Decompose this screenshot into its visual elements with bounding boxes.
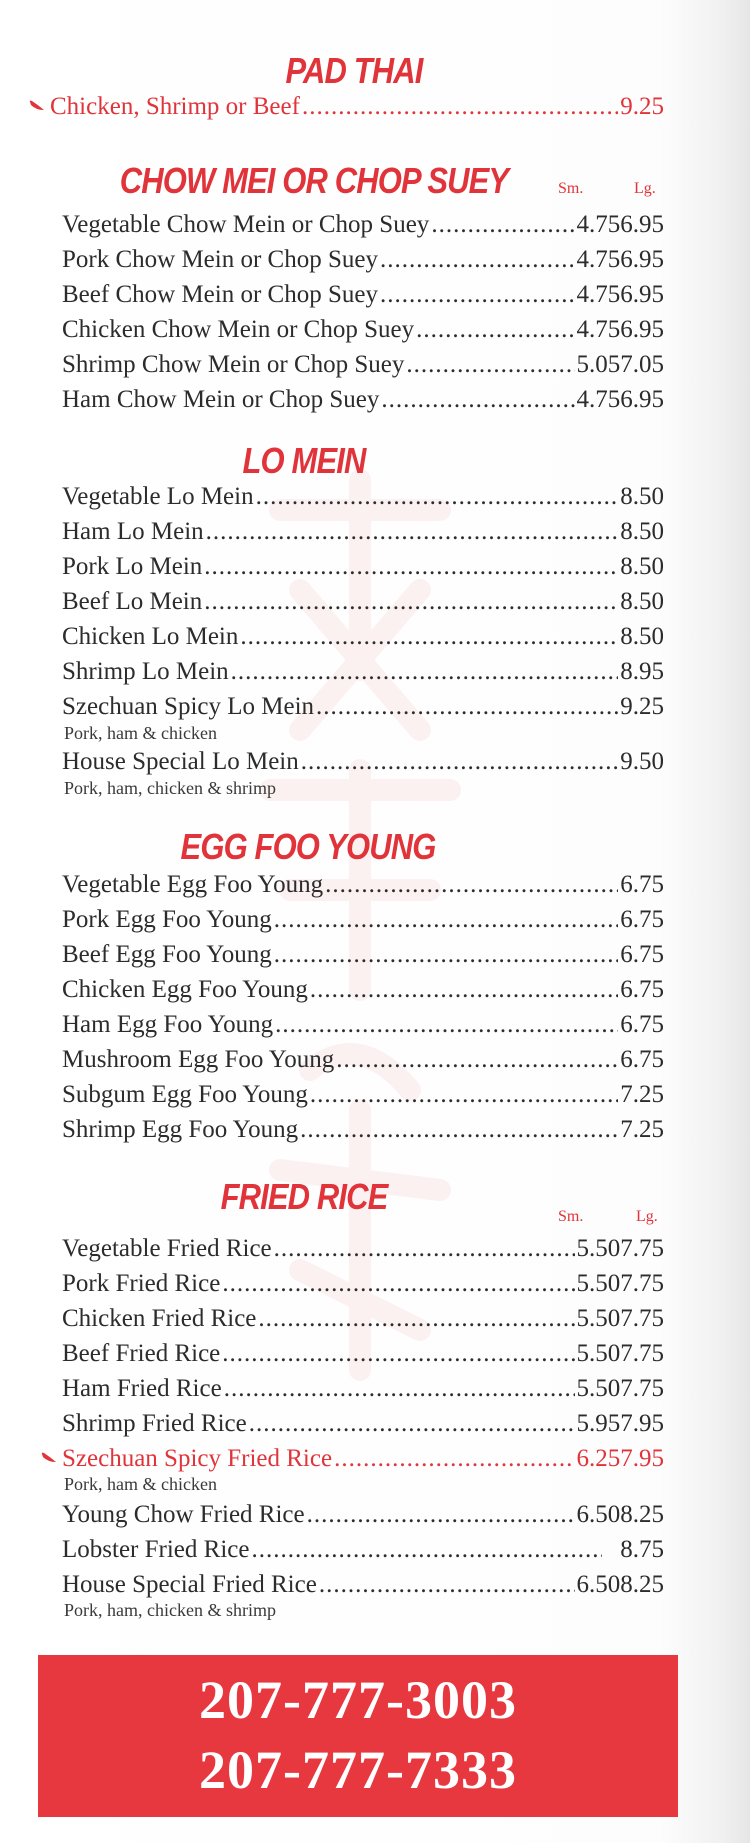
- dot-leader: [336, 1043, 618, 1077]
- dot-leader: [204, 585, 618, 619]
- menu-item: [50, 90, 664, 124]
- item-name: Chicken, Shrimp or Beef: [50, 93, 300, 120]
- dot-leader: [256, 480, 619, 514]
- menu-item: [62, 585, 664, 619]
- menu-item: [62, 903, 664, 937]
- item-name: Chicken Lo Mein: [62, 623, 239, 650]
- dot-leader: [274, 938, 619, 972]
- dot-leader: [224, 1372, 575, 1406]
- menu-item: [62, 1078, 664, 1112]
- item-name: Chicken Chow Mein or Chop Suey: [62, 316, 415, 343]
- dot-leader: [380, 243, 575, 277]
- item-price: 6.75: [620, 906, 664, 933]
- menu-item: [62, 938, 664, 972]
- item-name: Shrimp Fried Rice: [62, 1410, 247, 1437]
- item-name: Chicken Fried Rice: [62, 1305, 257, 1332]
- price-small: 4.75: [576, 386, 621, 413]
- dot-leader: [258, 1302, 574, 1336]
- item-price: 7.25: [620, 1081, 664, 1108]
- item-name: House Special Fried Rice: [62, 1571, 317, 1598]
- item-name: Pork Egg Foo Young: [62, 906, 272, 933]
- dot-leader: [300, 1113, 618, 1147]
- menu-item: [62, 278, 664, 312]
- menu-item: [62, 1498, 664, 1532]
- dot-leader: [307, 1498, 575, 1532]
- item-price: 7.25: [620, 1116, 664, 1143]
- item-name: House Special Lo Mein: [62, 748, 299, 775]
- price-large: 7.75: [620, 1340, 664, 1367]
- dot-leader: [274, 903, 618, 937]
- item-description: Pork, ham, chicken & shrimp: [64, 1600, 276, 1620]
- dot-leader: [319, 1568, 575, 1602]
- price-large: 6.95: [620, 386, 664, 413]
- dot-leader: [251, 1533, 602, 1567]
- menu-item: [62, 745, 664, 779]
- item-price: 6.75: [620, 1046, 664, 1073]
- menu-item: [62, 1533, 664, 1567]
- item-name: Pork Fried Rice: [62, 1270, 221, 1297]
- dot-leader: [381, 383, 574, 417]
- price-large: 7.75: [620, 1235, 664, 1262]
- dot-leader: [325, 868, 618, 902]
- dot-leader: [380, 278, 575, 312]
- menu-item: [62, 550, 664, 584]
- price-small: 5.50: [576, 1375, 621, 1402]
- section-title: EGG FOO YOUNG: [180, 826, 436, 867]
- menu-item: [62, 1113, 664, 1147]
- item-name: Szechuan Spicy Fried Rice: [62, 1445, 333, 1472]
- dot-leader: [301, 745, 618, 779]
- item-name: Young Chow Fried Rice: [62, 1501, 305, 1528]
- price-large: 6.95: [620, 246, 664, 273]
- menu-item: [62, 1232, 664, 1266]
- size-label-small: Sm.: [558, 180, 584, 197]
- menu-item: [62, 655, 664, 689]
- dot-leader: [222, 1337, 574, 1371]
- price-large: 7.75: [620, 1305, 664, 1332]
- menu-item: [62, 243, 664, 277]
- section-title: FRIED RICE: [220, 1176, 388, 1217]
- price-large: 8.25: [620, 1571, 664, 1598]
- chili-pepper-icon: [40, 1451, 58, 1464]
- item-price: 8.50: [620, 553, 664, 580]
- price-large: 8.25: [620, 1501, 664, 1528]
- phone-banner: [38, 1655, 678, 1817]
- menu-item: [62, 208, 664, 242]
- dot-leader: [334, 1442, 574, 1476]
- menu-item: [62, 690, 664, 724]
- price-large: 7.75: [620, 1270, 664, 1297]
- menu-item: [62, 515, 664, 549]
- item-name: Vegetable Fried Rice: [62, 1235, 272, 1262]
- item-name: Shrimp Egg Foo Young: [62, 1116, 299, 1143]
- section-title: CHOW MEI OR CHOP SUEY: [119, 160, 509, 201]
- item-price: 8.95: [620, 658, 664, 685]
- item-name: Szechuan Spicy Lo Mein: [62, 693, 315, 720]
- price-small: 5.50: [576, 1305, 621, 1332]
- dot-leader: [222, 1267, 574, 1301]
- item-price: 8.50: [620, 518, 664, 545]
- price-large: 7.75: [620, 1375, 664, 1402]
- dot-leader: [231, 655, 619, 689]
- menu-item: [62, 313, 664, 347]
- menu-item: [62, 1043, 664, 1077]
- menu-item: [62, 868, 664, 902]
- dot-leader: [275, 1008, 618, 1042]
- item-name: Vegetable Chow Mein or Chop Suey: [62, 211, 430, 238]
- price-small: 4.75: [576, 211, 621, 238]
- price-small: 4.75: [576, 316, 621, 343]
- price-small: 6.25: [576, 1445, 621, 1472]
- menu-item: [62, 1442, 664, 1476]
- item-description: Pork, ham & chicken: [64, 1474, 217, 1494]
- menu-item: [62, 620, 664, 654]
- item-name: Ham Egg Foo Young: [62, 1011, 274, 1038]
- price-large: 8.75: [620, 1536, 664, 1563]
- item-name: Ham Lo Mein: [62, 518, 204, 545]
- dot-leader: [206, 515, 619, 549]
- menu-item: [62, 480, 664, 514]
- price-large: 6.95: [620, 281, 664, 308]
- item-name: Beef Chow Mein or Chop Suey: [62, 281, 378, 308]
- item-price: 8.50: [620, 588, 664, 615]
- item-name: Chicken Egg Foo Young: [62, 976, 308, 1003]
- section-title: PAD THAI: [285, 50, 423, 91]
- item-name: Pork Chow Mein or Chop Suey: [62, 246, 378, 273]
- size-label-small: Sm.: [558, 1208, 584, 1225]
- item-name: Vegetable Lo Mein: [62, 483, 254, 510]
- menu-item: [62, 1407, 664, 1441]
- dot-leader: [431, 208, 574, 242]
- item-price: 9.50: [620, 748, 664, 775]
- menu-item: [62, 1008, 664, 1042]
- dot-leader: [302, 90, 618, 124]
- item-name: Pork Lo Mein: [62, 553, 203, 580]
- dot-leader: [406, 348, 574, 382]
- price-small: 5.50: [576, 1235, 621, 1262]
- chili-pepper-icon: [28, 99, 46, 112]
- dot-leader: [249, 1407, 575, 1441]
- item-name: Mushroom Egg Foo Young: [62, 1046, 335, 1073]
- price-small: 4.75: [576, 246, 621, 273]
- item-name: Shrimp Chow Mein or Chop Suey: [62, 351, 405, 378]
- item-name: Lobster Fried Rice: [62, 1536, 250, 1563]
- item-price: 9.25: [620, 93, 664, 120]
- item-price: 8.50: [620, 483, 664, 510]
- item-price: 9.25: [620, 693, 664, 720]
- size-label-large: Lg.: [636, 1208, 658, 1225]
- menu-item: [62, 383, 664, 417]
- item-description: Pork, ham & chicken: [64, 723, 217, 743]
- price-small: 6.50: [576, 1501, 621, 1528]
- price-small: 6.50: [576, 1571, 621, 1598]
- item-name: Ham Chow Mein or Chop Suey: [62, 386, 380, 413]
- menu-item: [62, 1267, 664, 1301]
- item-price: 6.75: [620, 941, 664, 968]
- dot-leader: [310, 1078, 618, 1112]
- menu-item: [62, 1568, 664, 1602]
- item-price: 6.75: [620, 1011, 664, 1038]
- item-price: 6.75: [620, 976, 664, 1003]
- menu-item: [62, 1337, 664, 1371]
- item-name: Vegetable Egg Foo Young: [62, 871, 324, 898]
- price-small: 5.50: [576, 1340, 621, 1367]
- item-name: Beef Egg Foo Young: [62, 941, 272, 968]
- price-small: 5.95: [576, 1410, 621, 1437]
- item-price: 8.50: [620, 623, 664, 650]
- dot-leader: [274, 1232, 575, 1266]
- section-title: LO MEIN: [242, 440, 366, 481]
- size-label-large: Lg.: [634, 180, 656, 197]
- item-name: Ham Fried Rice: [62, 1375, 222, 1402]
- item-name: Shrimp Lo Mein: [62, 658, 229, 685]
- menu-item: [62, 973, 664, 1007]
- menu-item: [62, 348, 664, 382]
- price-large: 6.95: [620, 211, 664, 238]
- phone-number: 207-777-3003: [199, 1670, 517, 1730]
- dot-leader: [310, 973, 618, 1007]
- price-large: 6.95: [620, 316, 664, 343]
- menu-item: [62, 1372, 664, 1406]
- price-small: 4.75: [576, 281, 621, 308]
- item-price: 6.75: [620, 871, 664, 898]
- dot-leader: [416, 313, 574, 347]
- price-large: 7.95: [620, 1410, 664, 1437]
- price-small: 5.50: [576, 1270, 621, 1297]
- item-name: Subgum Egg Foo Young: [62, 1081, 308, 1108]
- price-small: 5.05: [576, 351, 621, 378]
- item-name: Beef Fried Rice: [62, 1340, 221, 1367]
- dot-leader: [316, 690, 618, 724]
- item-description: Pork, ham, chicken & shrimp: [64, 778, 276, 798]
- item-name: Beef Lo Mein: [62, 588, 203, 615]
- dot-leader: [204, 550, 618, 584]
- menu-item: [62, 1302, 664, 1336]
- price-large: 7.05: [620, 351, 664, 378]
- price-large: 7.95: [620, 1445, 664, 1472]
- dot-leader: [240, 620, 618, 654]
- phone-number: 207-777-7333: [199, 1740, 517, 1800]
